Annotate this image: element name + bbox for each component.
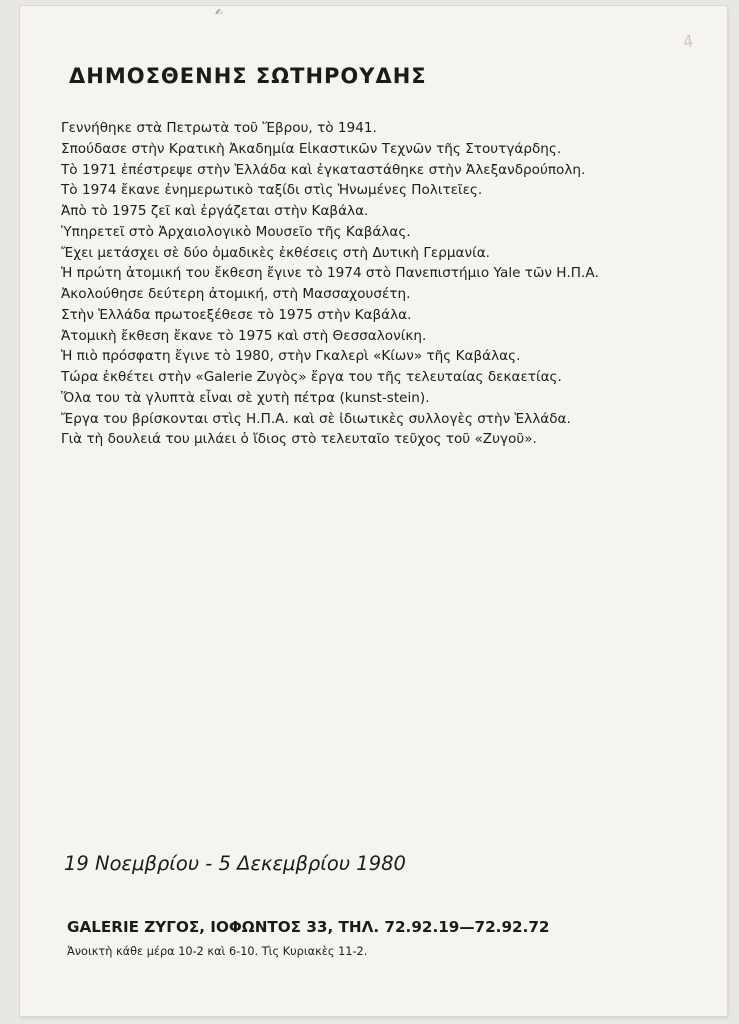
biography-list (61, 118, 599, 450)
bio-line: Σπούδασε στὴν Κρατικὴ Ἀκαδημία Εἰκαστικῶν Τεχνῶν τῆς Στουτγάρδης. (61, 140, 562, 157)
bio-line: Ἔργα του βρίσκονται στὶς Η.Π.Α. καὶ σὲ ἰδιωτικὲς συλλογὲς στὴν Ἑλλάδα. (61, 410, 571, 427)
bio-line: Τὸ 1971 ἐπέστρεψε στὴν Ἑλλάδα καὶ ἐγκαταστάθηκε στὴν Ἀλεξανδρούπολη. (61, 161, 586, 178)
gallery-address: GALERIE ΖΥΓΟΣ, ΙΟΦΩΝΤΟΣ 33, ΤΗΛ. 72.92.19—72.92.72 (67, 918, 550, 936)
bio-line: Ὑπηρετεῖ στὸ Ἀρχαιολογικὸ Μουσεῖο τῆς Καβάλας. (61, 223, 411, 240)
bio-line: Ἀτομικὴ ἔκθεση ἔκανε τὸ 1975 καὶ στὴ Θεσσαλονίκη. (61, 327, 427, 344)
bio-line: Ἀπὸ τὸ 1975 ζεῖ καὶ ἐργάζεται στὴν Καβάλα. (61, 203, 369, 219)
bio-line: Τὸ 1974 ἔκανε ἐνημερωτικὸ ταξίδι στὶς Ἡνωμένες Πολιτεῖες. (61, 182, 483, 199)
bio-line: Γεννήθηκε στὰ Πετρωτὰ τοῦ Ἕβρου, τὸ 1941. (61, 120, 377, 136)
top-pen-mark: ✍ (215, 8, 223, 18)
bio-line: Γιὰ τὴ δουλειά του μιλάει ὁ ἴδιος στὸ τελευταῖο τεῦχος τοῦ «Ζυγοῦ». (61, 431, 537, 448)
bio-line: Ἔχει μετάσχει σὲ δύο ὁμαδικὲς ἐκθέσεις στὴ Δυτικὴ Γερμανία. (61, 244, 490, 261)
artist-name-title: ΔΗΜΟΣΘΕΝΗΣ ΣΩΤΗΡΟΥΔΗΣ (69, 64, 427, 88)
bio-line: Ἡ πρώτη ἀτομική του ἔκθεση ἔγινε τὸ 1974 στὸ Πανεπιστήμιο Yale τῶν Η.Π.Α. (61, 265, 599, 282)
corner-pencil-mark: 4 (681, 31, 695, 52)
bio-line: Ἡ πιὸ πρόσφατη ἔγινε τὸ 1980, στὴν Γκαλερὶ «Κίων» τῆς Καβάλας. (61, 348, 521, 365)
bio-line: Στὴν Ἑλλάδα πρωτοεξέθεσε τὸ 1975 στὴν Καβάλα. (61, 306, 412, 323)
bio-line: Τώρα ἐκθέτει στὴν «Galerie Ζυγὸς» ἔργα του τῆς τελευταίας δεκαετίας. (61, 369, 562, 385)
bio-line: Ὅλα του τὰ γλυπτὰ εἶναι σὲ χυτὴ πέτρα (kunst-stein). (61, 389, 430, 406)
invitation-sheet (20, 6, 727, 1016)
exhibition-dates: 19 Νοεμβρίου - 5 Δεκεμβρίου 1980 (64, 852, 406, 875)
bio-line: Ἀκολούθησε δεύτερη ἀτομική, στὴ Μασσαχουσέτη. (61, 286, 411, 302)
opening-hours: Ἀνοικτὴ κάθε μέρα 10-2 καὶ 6-10. Τὶς Κυριακὲς 11-2. (67, 945, 368, 958)
